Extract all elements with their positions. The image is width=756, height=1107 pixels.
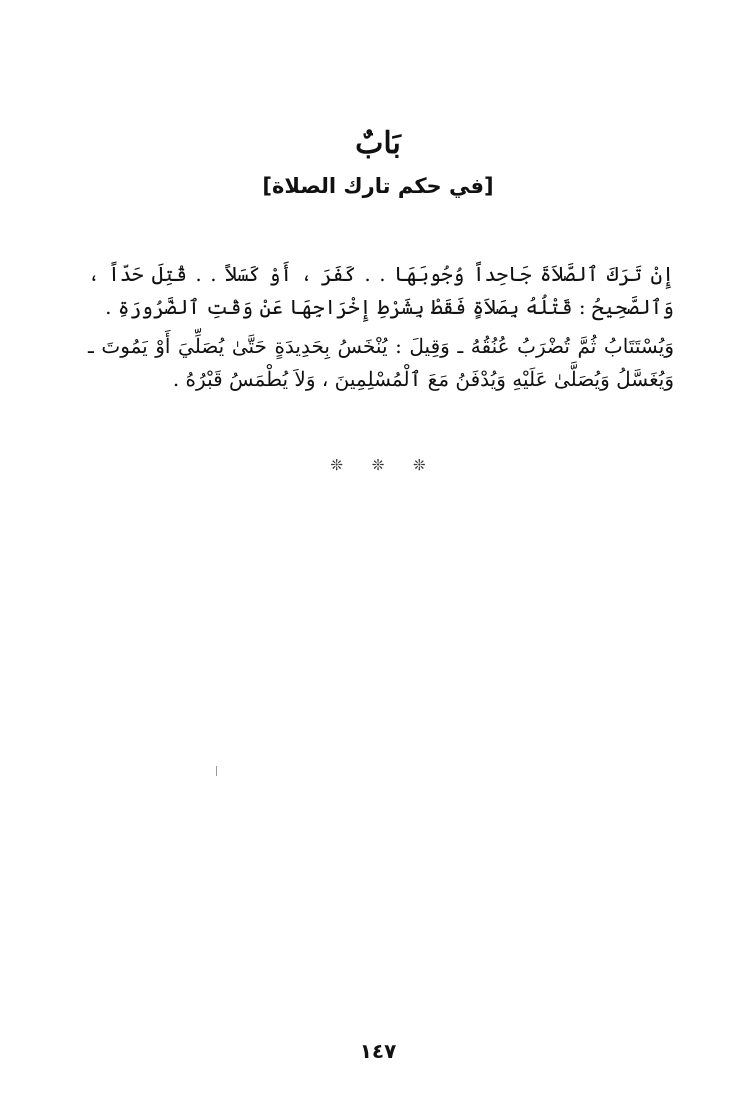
paragraph-1: إِنْ تَرَكَ ٱلصَّلاَةَ جَاحِداً وُجُوبَهَا . . كَفَرَ ، أَوْ كَسَلاً . . قُتِلَ حَدّاً ، وَٱلصَّحِيحُ : قَتْلُهُ بِصَلاَةٍ فَقَطْ بِشَرْطِ إِخْرَاجِهَا عَنْ وَقْتِ ٱلضَّرُورَةِ .: [88, 262, 674, 319]
section-divider-ornament: ❊ ❊ ❊: [330, 456, 426, 474]
print-speck: [216, 766, 217, 776]
text-body: [88, 258, 674, 402]
paragraph-2: وَيُسْتَتَابُ ثُمَّ تُضْرَبُ عُنُقُهُ ـ وَقِيلَ : يُنْخَسُ بِحَدِيدَةٍ حَتَّىٰ يُصَلِّيَ أَوْ يَمُوتَ ـ وَيُغَسَّلُ وَيُصَلَّىٰ عَلَيْهِ وَيُدْفَنُ مَعَ ٱلْمُسْلِمِينَ ، وَلاَ يُطْمَسُ قَبْرُهُ .: [88, 334, 674, 391]
chapter-title: بَابٌ: [355, 126, 401, 161]
page-number: ١٤٧: [359, 1039, 397, 1063]
chapter-subtitle: [في حكم تارك الصلاة]: [262, 174, 494, 198]
